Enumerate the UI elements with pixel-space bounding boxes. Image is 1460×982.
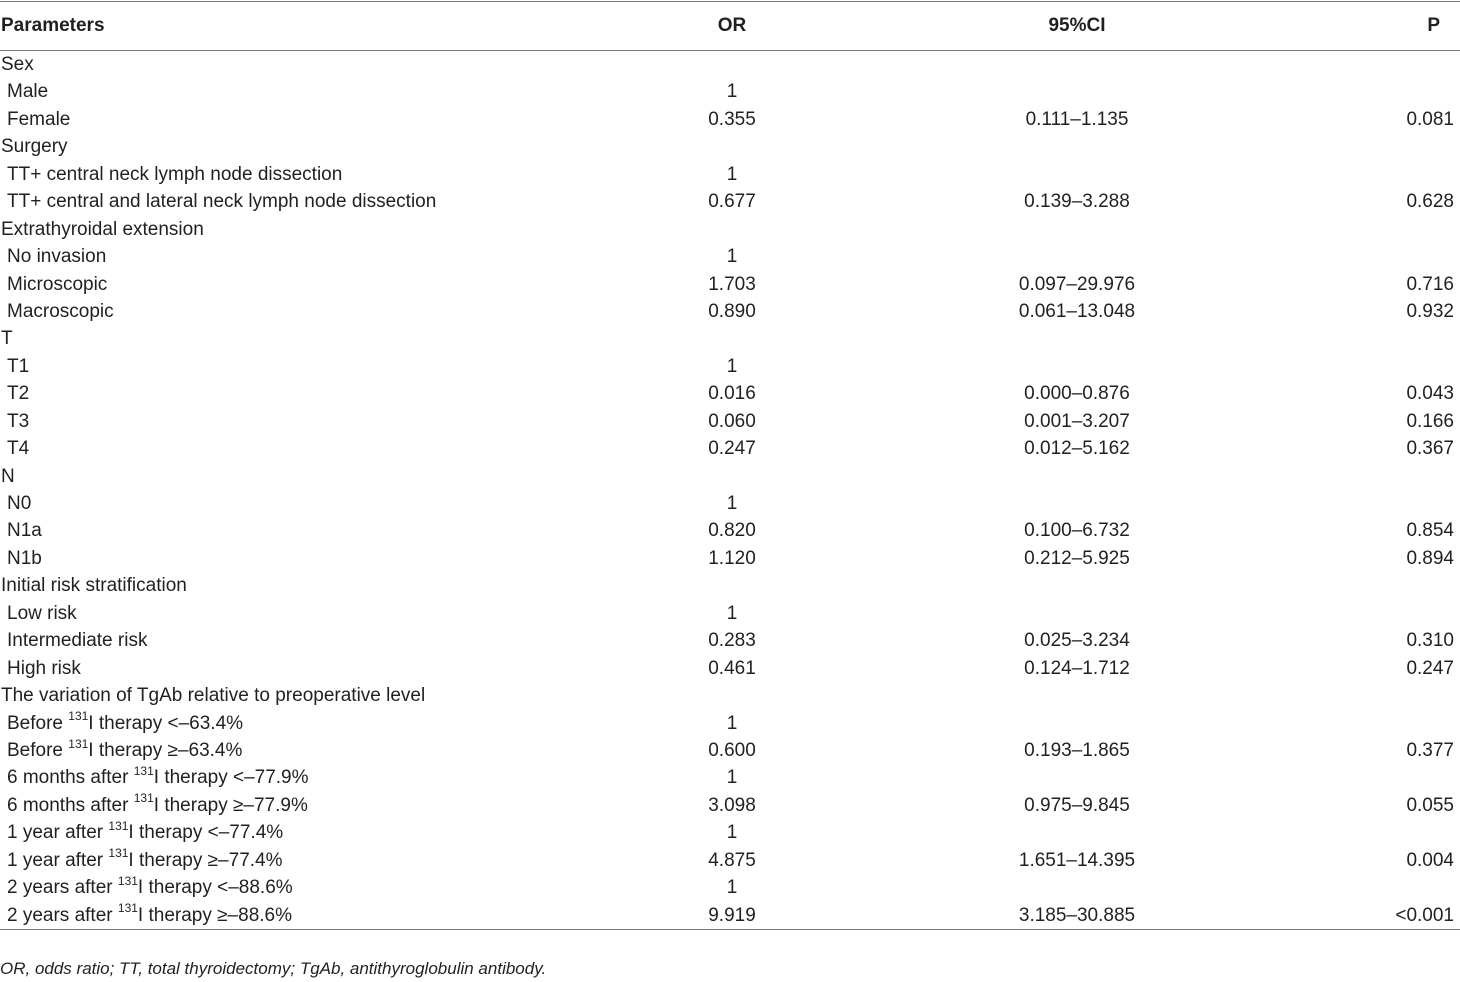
isotope-superscript: 131 bbox=[68, 736, 89, 751]
table-row bbox=[0, 819, 1460, 846]
row-or: 0.283 bbox=[708, 630, 756, 652]
row-parameter: T2 bbox=[7, 383, 30, 405]
row-ci: 0.012–5.162 bbox=[1024, 438, 1130, 460]
table-row bbox=[0, 902, 1460, 929]
table-row bbox=[0, 545, 1460, 572]
row-ci: 0.139–3.288 bbox=[1024, 191, 1130, 213]
row-p: 0.166 bbox=[1406, 410, 1454, 432]
row-parameter-prefix: 1 year after bbox=[7, 849, 109, 871]
row-or: 1 bbox=[726, 767, 738, 789]
table-row bbox=[0, 874, 1460, 901]
row-parameter-suffix: I therapy ≥–77.9% bbox=[153, 794, 308, 816]
row-parameter: N1b bbox=[7, 547, 42, 569]
isotope-superscript: 131 bbox=[133, 791, 154, 806]
table-row bbox=[0, 764, 1460, 791]
table-bottom-rule bbox=[0, 929, 1460, 930]
row-parameter: Extrathyroidal extension bbox=[1, 218, 204, 240]
header-p: P bbox=[1427, 15, 1440, 36]
row-parameter: Surgery bbox=[1, 136, 68, 158]
row-or: 1 bbox=[726, 246, 738, 268]
row-or: 0.247 bbox=[708, 438, 756, 460]
row-parameter: T3 bbox=[7, 410, 30, 432]
row-ci: 3.185–30.885 bbox=[1018, 904, 1136, 926]
row-parameter-suffix: I therapy <–77.4% bbox=[128, 822, 284, 844]
row-parameter-suffix: I therapy <–77.9% bbox=[153, 767, 309, 789]
table-row bbox=[0, 188, 1460, 215]
row-or: 1.120 bbox=[708, 547, 756, 569]
row-parameter bbox=[7, 874, 293, 901]
table-group-row bbox=[0, 463, 1460, 490]
isotope-superscript: 131 bbox=[117, 873, 138, 888]
row-parameter-suffix: I therapy ≥–88.6% bbox=[137, 904, 292, 926]
row-p: 0.854 bbox=[1406, 520, 1454, 542]
row-parameter-prefix: 6 months after bbox=[7, 767, 134, 789]
row-parameter bbox=[7, 792, 308, 819]
row-p: <0.001 bbox=[1395, 904, 1454, 926]
row-ci: 0.097–29.976 bbox=[1018, 273, 1136, 295]
table-body bbox=[0, 51, 1460, 929]
table-row bbox=[0, 408, 1460, 435]
row-p: 0.081 bbox=[1406, 108, 1454, 130]
row-p: 0.004 bbox=[1406, 849, 1454, 871]
table-row bbox=[0, 627, 1460, 654]
row-p: 0.310 bbox=[1406, 630, 1454, 652]
isotope-superscript: 131 bbox=[68, 709, 89, 724]
header-ci: 95%CI bbox=[1048, 15, 1106, 36]
row-p: 0.716 bbox=[1406, 273, 1454, 295]
row-p: 0.377 bbox=[1406, 739, 1454, 761]
row-or: 1 bbox=[726, 355, 738, 377]
row-or: 1 bbox=[726, 877, 738, 899]
isotope-superscript: 131 bbox=[108, 846, 129, 861]
row-or: 1.703 bbox=[708, 273, 756, 295]
row-parameter-suffix: I therapy <–63.4% bbox=[88, 712, 244, 734]
row-ci: 0.025–3.234 bbox=[1024, 630, 1130, 652]
row-parameter-suffix: I therapy ≥–63.4% bbox=[88, 739, 243, 761]
row-parameter: TT+ central neck lymph node dissection bbox=[7, 163, 343, 185]
table-row bbox=[0, 353, 1460, 380]
row-parameter-prefix: 2 years after bbox=[7, 877, 118, 899]
row-parameter bbox=[7, 847, 283, 874]
table-row bbox=[0, 737, 1460, 764]
row-or: 1 bbox=[726, 712, 738, 734]
row-parameter: High risk bbox=[7, 657, 81, 679]
row-parameter: Sex bbox=[1, 54, 34, 75]
row-p: 0.628 bbox=[1406, 191, 1454, 213]
row-parameter-suffix: I therapy <–88.6% bbox=[137, 877, 293, 899]
table-row bbox=[0, 517, 1460, 544]
table-row bbox=[0, 271, 1460, 298]
table-row bbox=[0, 161, 1460, 188]
row-ci: 0.000–0.876 bbox=[1024, 383, 1130, 405]
row-parameter: N0 bbox=[7, 493, 32, 514]
row-or: 0.890 bbox=[708, 300, 756, 322]
row-parameter bbox=[7, 764, 309, 791]
row-parameter bbox=[7, 819, 283, 846]
row-or: 1 bbox=[726, 493, 738, 514]
row-or: 0.677 bbox=[708, 191, 756, 213]
row-parameter: The variation of TgAb relative to preoperative level bbox=[1, 685, 426, 707]
row-or: 1 bbox=[726, 602, 738, 624]
row-or: 1 bbox=[726, 822, 738, 844]
table-row bbox=[0, 298, 1460, 325]
row-parameter: TT+ central and lateral neck lymph node dissection bbox=[7, 191, 437, 213]
row-parameter-prefix: Before bbox=[7, 739, 69, 761]
row-or: 1 bbox=[726, 81, 738, 103]
row-or: 4.875 bbox=[708, 849, 756, 871]
row-ci: 0.100–6.732 bbox=[1024, 520, 1130, 542]
table-header-row bbox=[0, 2, 1460, 50]
row-or: 1 bbox=[726, 163, 738, 185]
row-parameter: T bbox=[1, 328, 13, 350]
table-row bbox=[0, 792, 1460, 819]
row-ci: 0.975–9.845 bbox=[1024, 794, 1130, 816]
row-parameter-suffix: I therapy ≥–77.4% bbox=[128, 849, 283, 871]
row-parameter: Initial risk stratification bbox=[1, 575, 187, 597]
row-parameter bbox=[7, 902, 292, 929]
table-footnote: OR, odds ratio; TT, total thyroidectomy; TgAb, antithyroglobulin antibody. bbox=[0, 959, 547, 978]
row-or: 0.355 bbox=[708, 108, 756, 130]
row-ci: 0.111–1.135 bbox=[1025, 108, 1129, 130]
row-parameter: Male bbox=[7, 81, 49, 103]
row-or: 9.919 bbox=[708, 904, 756, 926]
row-p: 0.043 bbox=[1406, 383, 1454, 405]
row-ci: 0.124–1.712 bbox=[1024, 657, 1130, 679]
table-group-row bbox=[0, 682, 1460, 709]
row-parameter-prefix: 1 year after bbox=[7, 822, 109, 844]
table-row bbox=[0, 380, 1460, 407]
table-group-row bbox=[0, 572, 1460, 599]
row-or: 0.461 bbox=[708, 657, 756, 679]
row-parameter: T4 bbox=[7, 438, 30, 460]
row-parameter: Macroscopic bbox=[7, 300, 114, 322]
row-p: 0.932 bbox=[1406, 300, 1454, 322]
table-row bbox=[0, 435, 1460, 462]
row-or: 0.820 bbox=[708, 520, 756, 542]
row-parameter: Microscopic bbox=[7, 273, 108, 295]
table-row bbox=[0, 243, 1460, 270]
row-parameter bbox=[7, 737, 242, 764]
table-row bbox=[0, 106, 1460, 133]
row-p: 0.894 bbox=[1406, 547, 1454, 569]
row-or: 0.600 bbox=[708, 739, 756, 761]
row-p: 0.367 bbox=[1406, 438, 1454, 460]
row-parameter-prefix: Before bbox=[7, 712, 69, 734]
row-ci: 0.212–5.925 bbox=[1024, 547, 1130, 569]
row-or: 0.016 bbox=[708, 383, 756, 405]
row-p: 0.055 bbox=[1406, 794, 1454, 816]
isotope-superscript: 131 bbox=[108, 818, 129, 833]
header-or: OR bbox=[717, 15, 747, 36]
table-group-row bbox=[0, 51, 1460, 78]
row-parameter: No invasion bbox=[7, 246, 107, 268]
table-row bbox=[0, 655, 1460, 682]
row-parameter: N bbox=[1, 465, 15, 487]
row-ci: 0.193–1.865 bbox=[1024, 739, 1130, 761]
row-parameter: Intermediate risk bbox=[7, 630, 148, 652]
row-parameter: N1a bbox=[7, 520, 42, 542]
table-group-row bbox=[0, 325, 1460, 352]
row-or: 3.098 bbox=[708, 794, 756, 816]
table-group-row bbox=[0, 133, 1460, 160]
row-parameter: Low risk bbox=[7, 602, 77, 624]
table-group-row bbox=[0, 216, 1460, 243]
row-p: 0.247 bbox=[1406, 657, 1454, 679]
table-row bbox=[0, 710, 1460, 737]
row-parameter bbox=[7, 710, 243, 737]
row-ci: 0.001–3.207 bbox=[1024, 410, 1130, 432]
row-or: 0.060 bbox=[708, 410, 756, 432]
row-parameter: Female bbox=[7, 108, 71, 130]
table-row bbox=[0, 847, 1460, 874]
table-row bbox=[0, 490, 1460, 517]
table-row bbox=[0, 600, 1460, 627]
row-parameter-prefix: 2 years after bbox=[7, 904, 118, 926]
isotope-superscript: 131 bbox=[133, 764, 154, 779]
row-parameter: T1 bbox=[7, 355, 30, 377]
header-parameters: Parameters bbox=[1, 15, 105, 36]
row-parameter-prefix: 6 months after bbox=[7, 794, 134, 816]
row-ci: 1.651–14.395 bbox=[1018, 849, 1136, 871]
table-row bbox=[0, 78, 1460, 105]
row-ci: 0.061–13.048 bbox=[1018, 300, 1136, 322]
isotope-superscript: 131 bbox=[117, 901, 138, 916]
